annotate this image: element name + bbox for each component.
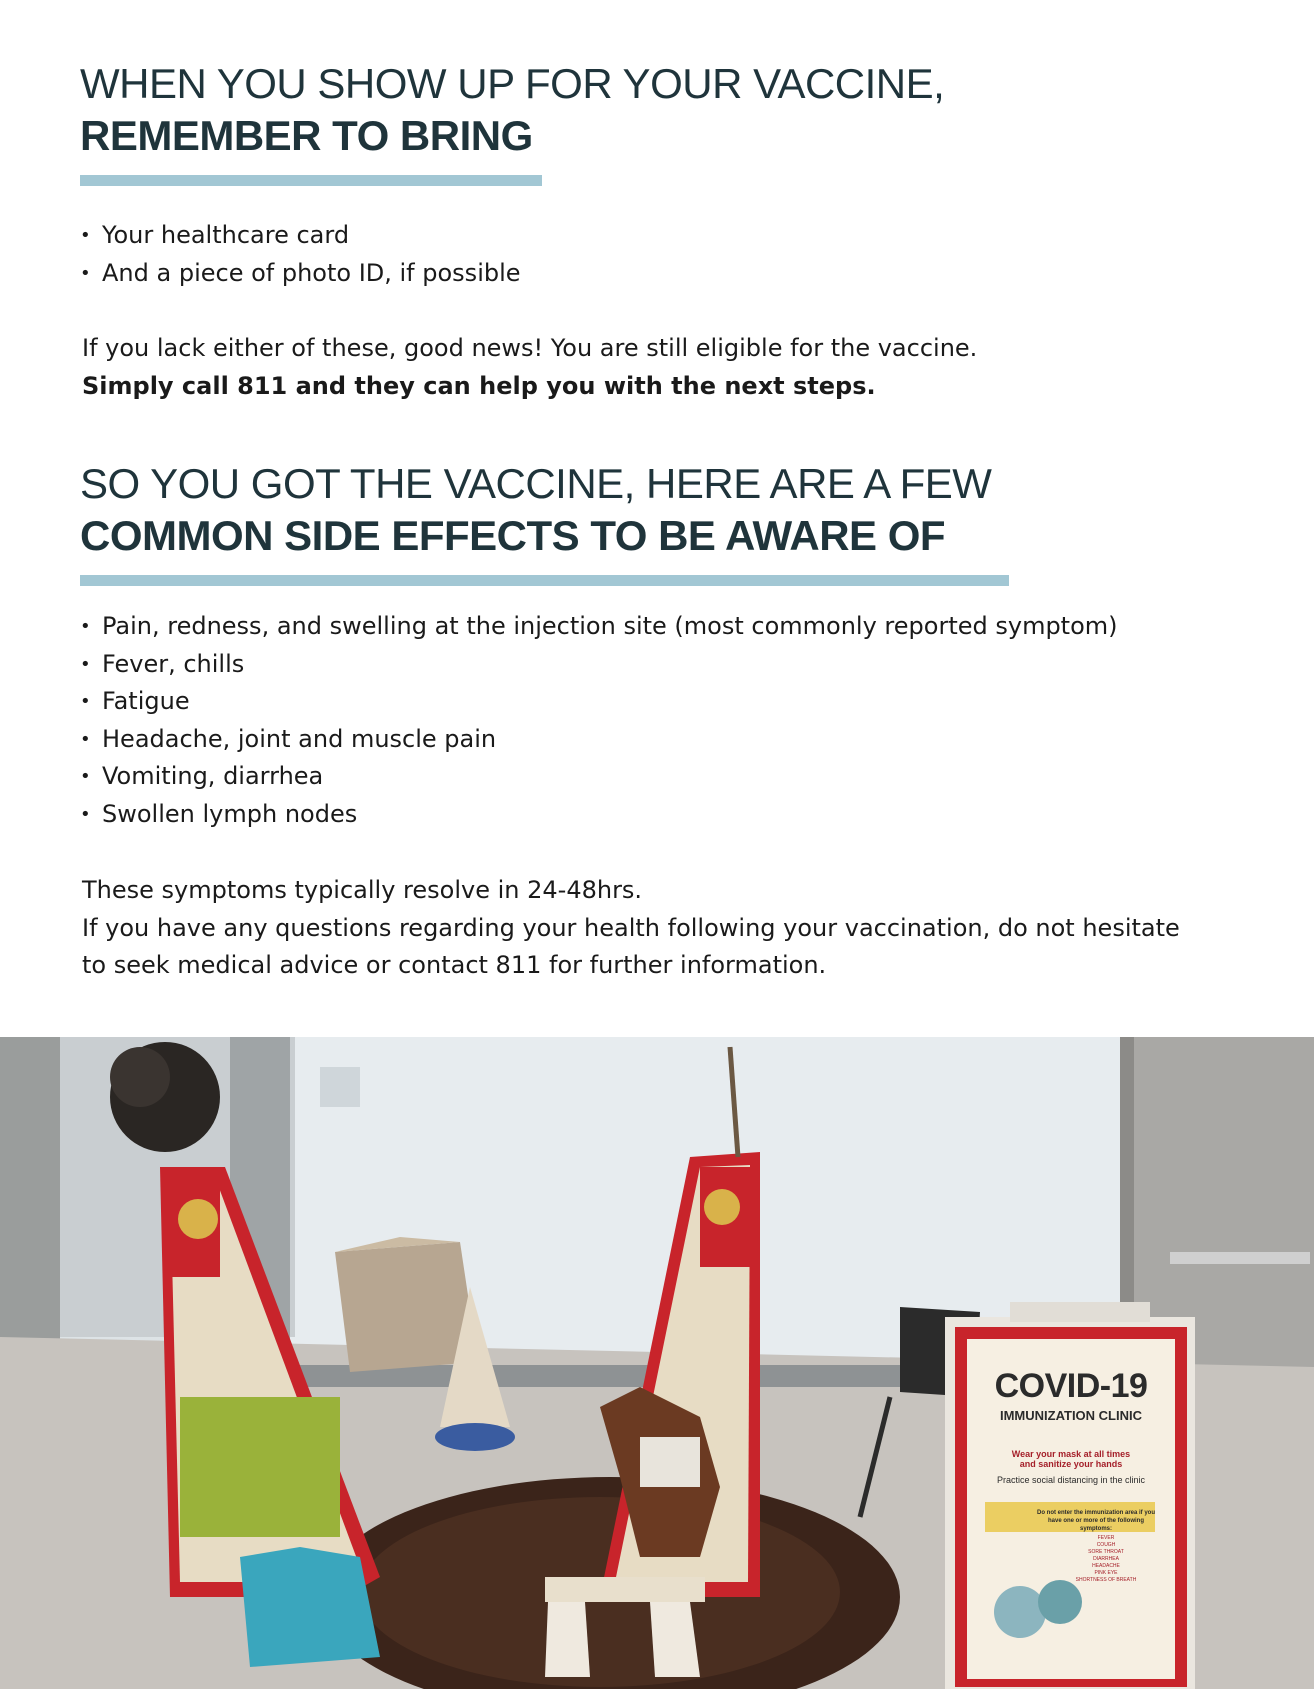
sign-subtitle: IMMUNIZATION CLINIC [999, 1408, 1143, 1423]
sign-symptom: HEADACHE [1092, 1563, 1120, 1569]
section1-heading-light: WHEN YOU SHOW UP FOR YOUR VACCINE, [80, 60, 945, 107]
sign-line-1: Wear your mask at all times [1011, 1449, 1131, 1459]
list-item: • Pain, redness, and swelling at the injection site (most commonly reported symptom) [80, 608, 1118, 646]
sign-symptom: COUGH [1096, 1542, 1116, 1548]
list-item: • Vomiting, diarrhea [80, 758, 1118, 796]
sign-symptoms [1037, 1535, 1175, 1584]
bring-list [80, 217, 521, 292]
advice-line-2: to seek medical advice or contact 811 for further information. [82, 951, 827, 979]
eligibility-note [82, 330, 977, 405]
section2-accent-rule [80, 575, 1009, 586]
sign-symptom: SHORTNESS OF BREATH [1075, 1577, 1137, 1583]
sign-symptom: SORE THROAT [1088, 1549, 1124, 1555]
advice-line-1: If you have any questions regarding your health following your vaccination, do not hesitate [82, 913, 1180, 942]
covid-sign [967, 1339, 1175, 1679]
sign-title: COVID-19 [994, 1367, 1148, 1405]
eligibility-text: If you lack either of these, good news! You are still eligible for the vaccine. [82, 334, 978, 362]
section2-heading-light: SO YOU GOT THE VACCINE, HERE ARE A FEW [80, 460, 992, 507]
sign-line-3: Practice social distancing in the clinic [996, 1475, 1146, 1485]
list-item: • Your healthcare card [80, 217, 521, 255]
resolve-note [82, 872, 1180, 985]
call-811-text: Simply call 811 and they can help you with the next steps. [82, 371, 876, 400]
list-item: • Headache, joint and muscle pain [80, 721, 1118, 759]
sign-line-2: and sanitize your hands [1019, 1459, 1123, 1469]
sign-symptom: DIARRHEA [1093, 1556, 1119, 1562]
section2-heading-bold: COMMON SIDE EFFECTS TO BE AWARE OF [80, 512, 946, 559]
list-item: • Swollen lymph nodes [80, 796, 1118, 834]
section1-accent-rule [80, 175, 542, 186]
clinic-display-photo [0, 1037, 1314, 1689]
list-item: • And a piece of photo ID, if possible [80, 255, 521, 293]
list-item: • Fatigue [80, 683, 1118, 721]
sign-notice: Do not enter the immunization area if you have one or more of the following symptoms: [1037, 1510, 1156, 1532]
resolve-text: These symptoms typically resolve in 24-48hrs. [82, 876, 643, 904]
list-item: • Fever, chills [80, 646, 1118, 684]
sign-symptom: PINK EYE [1094, 1570, 1118, 1576]
sign-symptom: FEVER [1097, 1535, 1115, 1541]
section1-heading-bold: REMEMBER TO BRING [80, 112, 533, 159]
side-effects-list [80, 608, 1118, 833]
